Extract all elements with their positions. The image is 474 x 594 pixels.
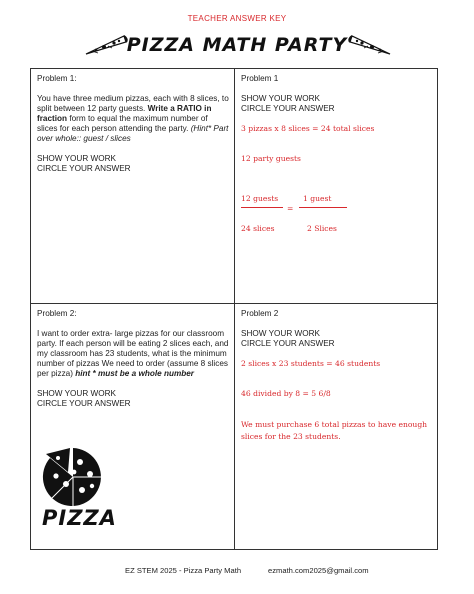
problem2-hint: hint * must be a whole number [75, 369, 194, 378]
footer-left: EZ STEM 2025 - Pizza Party Math [125, 566, 242, 575]
problem1-text [37, 94, 229, 144]
answer1-step1: 3 pizzas x 8 slices = 24 total slices [241, 124, 375, 133]
equals-sign: = [287, 204, 294, 213]
answer1-ratio [241, 194, 435, 242]
problem2-label: Problem 2: [37, 309, 77, 318]
ratio-num-right: 1 guest [303, 194, 332, 203]
show-work-label: SHOW YOUR WORK [241, 329, 320, 338]
problem1-text-bold: Write a RATIO in fraction [37, 104, 212, 123]
answer2-label: Problem 2 [241, 309, 279, 318]
show-work-label: SHOW YOUR WORK [37, 154, 116, 163]
problem1-text-a: You have three medium pizzas, each with 8 slices, to split between 12 party guests. [37, 94, 229, 113]
circle-answer-label: CIRCLE YOUR ANSWER [241, 339, 335, 348]
page-title: PIZZA MATH PARTY [126, 34, 348, 56]
show-work-label: SHOW YOUR WORK [37, 389, 116, 398]
circle-answer-label: CIRCLE YOUR ANSWER [37, 164, 131, 173]
footer-email: ezmath.com2025@gmail.com [268, 566, 369, 575]
pizza-logo-word: PIZZA [42, 506, 117, 530]
divider [234, 69, 235, 549]
show-work-label: SHOW YOUR WORK [241, 94, 320, 103]
circle-answer-label: CIRCLE YOUR ANSWER [37, 399, 131, 408]
divider [31, 303, 437, 304]
answer1-label: Problem 1 [241, 74, 279, 83]
problem1-label: Problem 1: [37, 74, 77, 83]
problem1-hint: (Hint* Part over whole:: guest / slices [37, 124, 229, 143]
pizza-icon [40, 444, 106, 506]
answer2-cell [241, 309, 435, 443]
answer1-cell [241, 74, 435, 242]
ratio-num-left: 12 guests [241, 194, 279, 203]
answer-key-label: TEACHER ANSWER KEY [187, 14, 287, 23]
problem1-cell [37, 74, 229, 174]
answer2-step2: 46 divided by 8 = 5 6/8 [241, 389, 331, 398]
problem1-text-c: form to equal the maximum number of slices for each person attending the party. [37, 114, 208, 133]
answer1-step2: 12 party guests [241, 154, 301, 163]
pizza-slice-icon [348, 32, 392, 58]
answer2-step3: We must purchase 6 total pizzas to have enough slices for the 23 students. [241, 420, 428, 441]
ratio-den-left: 24 slices [241, 224, 275, 233]
problem2-cell [37, 309, 229, 409]
circle-answer-label: CIRCLE YOUR ANSWER [241, 104, 335, 113]
ratio-den-right: 2 Slices [307, 224, 337, 233]
fraction-bar [299, 207, 347, 208]
title-row [0, 30, 474, 66]
answer2-step1: 2 slices x 23 students = 46 students [241, 359, 381, 368]
pizza-logo [40, 444, 117, 530]
fraction-bar [241, 207, 283, 208]
problem2-text [37, 329, 229, 379]
problem2-text-body: I want to order extra- large pizzas for our classroom party. If each person will be eating 2 slices each, and my classroom has 23 students, what is the minimum number of pizzas We need to order (assume 8 slices per pizza) [37, 329, 229, 378]
